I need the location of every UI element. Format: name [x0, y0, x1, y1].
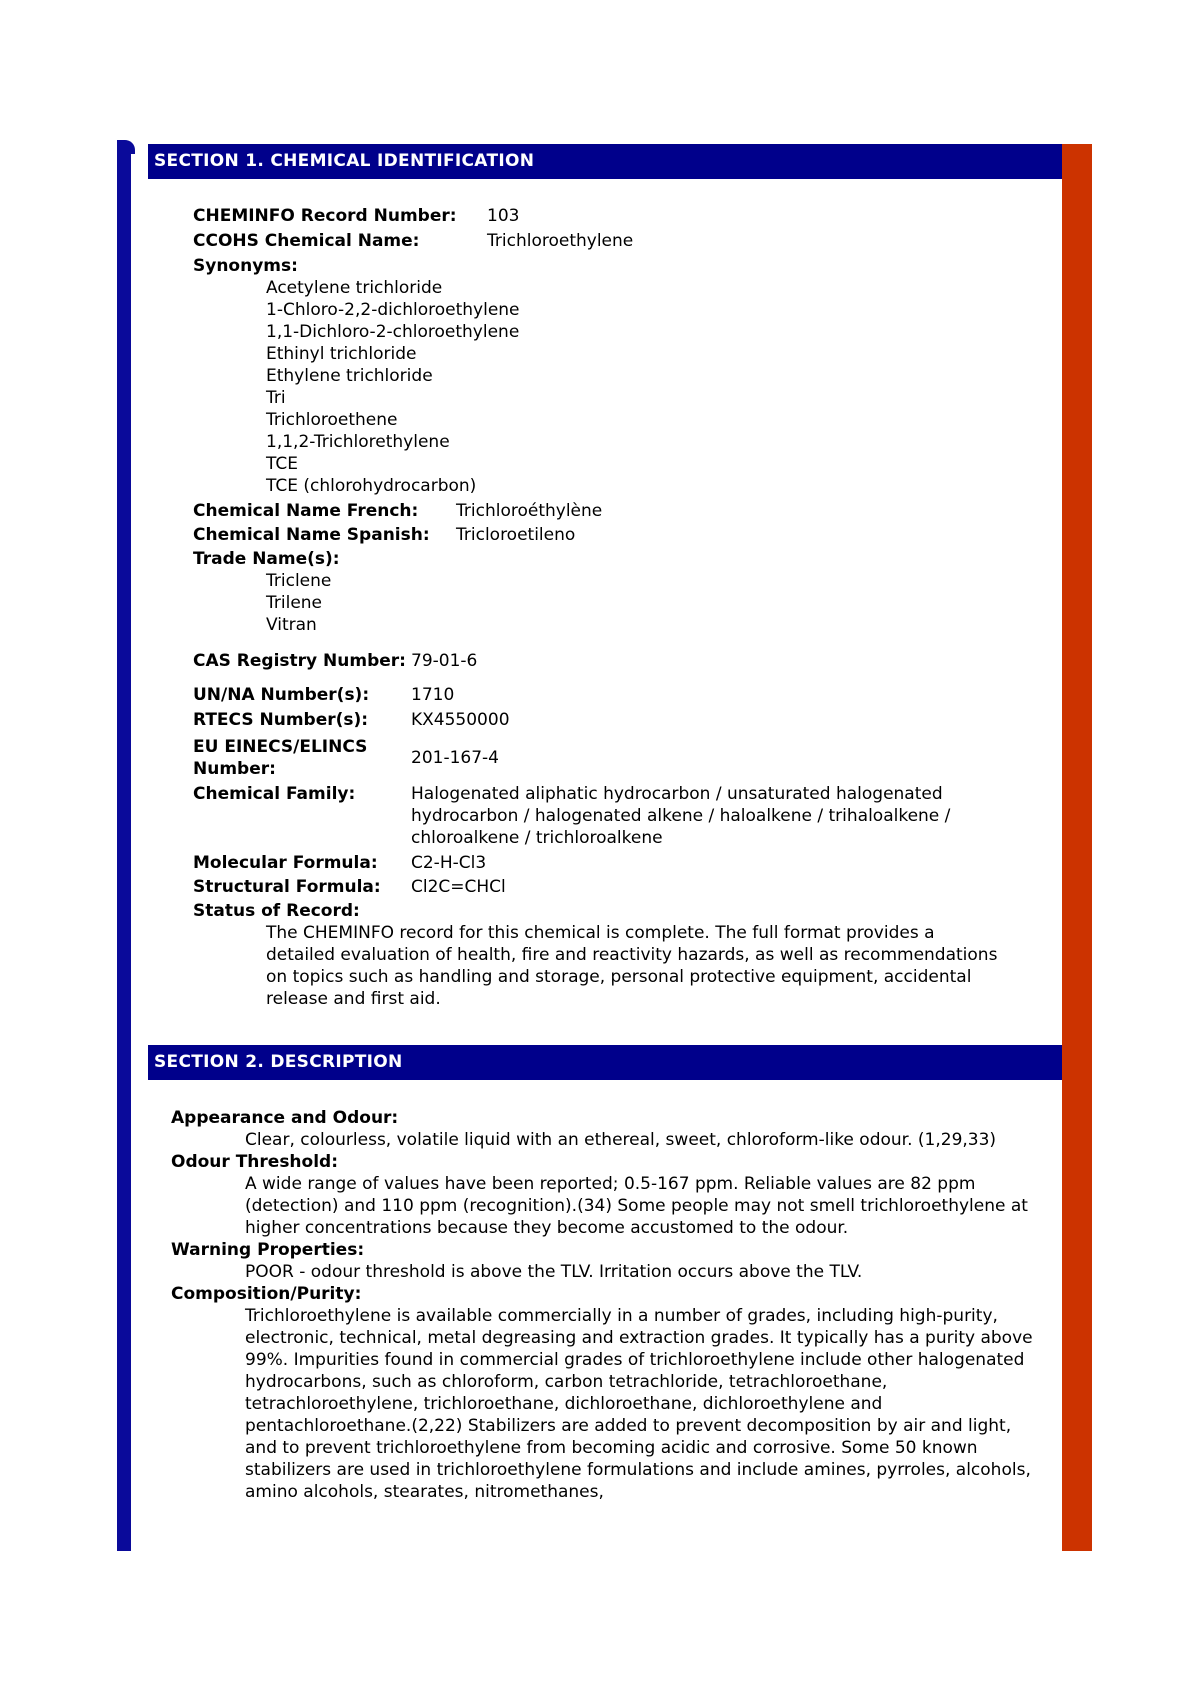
name-french-label: Chemical Name French: — [193, 501, 419, 521]
name-french-value: Trichloroéthylène — [456, 501, 603, 521]
record-number-value: 103 — [487, 206, 520, 226]
section-1-content — [193, 205, 1033, 1010]
synonym-item: TCE — [266, 454, 298, 474]
warning-text: POOR - odour threshold is above the TLV. Irritation occurs above the TLV. — [245, 1262, 863, 1282]
un-value: 1710 — [411, 685, 455, 705]
odour-threshold-label: Odour Threshold: — [171, 1152, 339, 1172]
record-number-row — [193, 205, 1033, 230]
synonym-item: TCE (chlorohydrocarbon) — [266, 476, 477, 496]
cas-row — [193, 637, 1033, 684]
section-1-header: SECTION 1. CHEMICAL IDENTIFICATION — [148, 144, 1062, 179]
structural-value: Cl2C=CHCl — [411, 877, 506, 897]
status-label: Status of Record: — [193, 901, 360, 921]
synonym-item: 1-Chloro-2,2-dichloroethylene — [266, 300, 520, 320]
section-2-content — [171, 1107, 1041, 1503]
einecs-row — [193, 734, 1033, 781]
rtecs-label: RTECS Number(s): — [193, 710, 369, 730]
composition-label: Composition/Purity: — [171, 1284, 362, 1304]
einecs-label: EU EINECS/ELINCS Number: — [193, 736, 368, 779]
appearance-label: Appearance and Odour: — [171, 1108, 399, 1128]
name-spanish-label: Chemical Name Spanish: — [193, 525, 430, 545]
cas-value: 79-01-6 — [411, 650, 478, 671]
composition-text: Trichloroethylene is available commercially in a number of grades, including high-purity, electronic, technical, metal degreasing and extraction grades. It typically has a purity above 99%. Impurities found in commercial grades of trichloroethylene include other halogenated hydrocarbons, such as chloroform, carbon tetrachloride, tetrachloroethane, tetrachloroethylene, trichloroethane, dichloroethane, dichloroethylene and pentachloroethane.(2,22) Stabilizers are added to prevent decomposition by air and light, and to prevent trichloroethylene from becoming acidic and corrosive. Some 50 known stabilizers are used in trichloroethylene formulations and include amines, pyrroles, alcohols, amino alcohols, stearates, nitromethanes, — [245, 1306, 1033, 1502]
trade-names-list — [193, 570, 1033, 636]
chemical-name-label: CCOHS Chemical Name: — [193, 231, 420, 251]
odour-threshold-text: A wide range of values have been reported; 0.5-167 ppm. Reliable values are 82 ppm (detection) and 110 ppm (recognition).(34) Some people may not smell trichloroethylene at higher concentrations because they become accustomed to the odour. — [245, 1174, 1028, 1238]
right-border-bar — [1062, 144, 1092, 1551]
einecs-value: 201-167-4 — [411, 747, 499, 768]
name-spanish-row — [193, 524, 1033, 548]
trade-name-item: Vitran — [266, 615, 317, 635]
synonym-item: Ethinyl trichloride — [266, 344, 417, 364]
structural-row — [193, 876, 1033, 900]
synonym-item: Tri — [266, 388, 286, 408]
synonyms-list — [193, 277, 1033, 497]
name-spanish-value: Tricloroetileno — [456, 525, 576, 545]
family-label: Chemical Family: — [193, 784, 356, 804]
synonym-item: Ethylene trichloride — [266, 366, 433, 386]
trade-name-item: Triclene — [266, 571, 332, 591]
record-number-label: CHEMINFO Record Number: — [193, 206, 457, 226]
chemical-name-value: Trichloroethylene — [487, 231, 634, 251]
left-border-bar — [117, 145, 131, 1551]
appearance-text: Clear, colourless, volatile liquid with an ethereal, sweet, chloroform-like odour. (1,29,33) — [245, 1130, 997, 1150]
synonym-item: Acetylene trichloride — [266, 278, 443, 298]
synonyms-label: Synonyms: — [193, 256, 298, 276]
family-value: Halogenated aliphatic hydrocarbon / unsaturated halogenated hydrocarbon / halogenated alkene / haloalkene / trihaloalkene / chloroalkene / trichloroalkene — [411, 784, 951, 848]
molecular-label: Molecular Formula: — [193, 853, 378, 873]
synonym-item: Trichloroethene — [266, 410, 398, 430]
structural-label: Structural Formula: — [193, 877, 381, 897]
family-row — [193, 783, 1033, 849]
synonym-item: 1,1,2-Trichlorethylene — [266, 432, 450, 452]
status-text: The CHEMINFO record for this chemical is complete. The full format provides a detailed evaluation of health, fire and reactivity hazards, as well as recommendations on topics such as handling and storage, personal protective equipment, accidental release and first aid. — [266, 923, 998, 1009]
rtecs-row — [193, 709, 1033, 734]
un-label: UN/NA Number(s): — [193, 685, 370, 705]
un-row — [193, 684, 1033, 709]
molecular-row — [193, 852, 1033, 876]
cas-label: CAS Registry Number: — [193, 650, 406, 671]
section-2-header: SECTION 2. DESCRIPTION — [148, 1045, 1062, 1080]
trade-name-item: Trilene — [266, 593, 323, 613]
name-french-row — [193, 500, 1033, 524]
chemical-name-row — [193, 230, 1033, 255]
warning-label: Warning Properties: — [171, 1240, 365, 1260]
trade-names-label: Trade Name(s): — [193, 549, 340, 569]
synonym-item: 1,1-Dichloro-2-chloroethylene — [266, 322, 520, 342]
molecular-value: C2-H-Cl3 — [411, 853, 487, 873]
rtecs-value: KX4550000 — [411, 710, 510, 730]
